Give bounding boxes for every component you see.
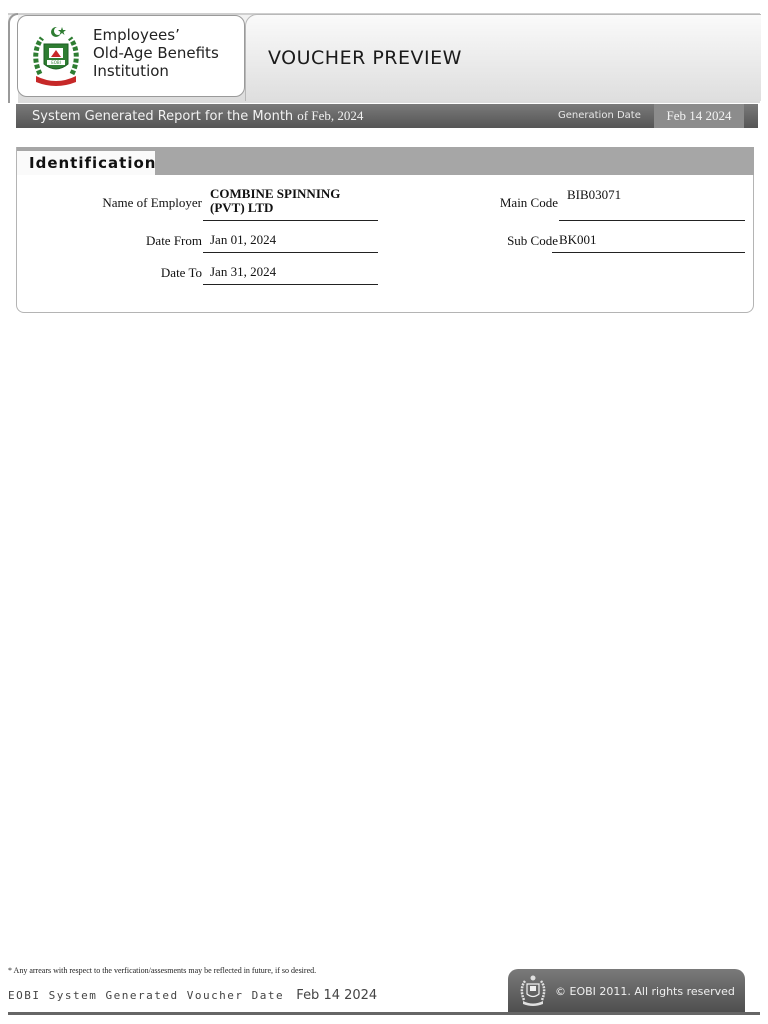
emblem-text: EOBI — [51, 60, 61, 65]
organization-name — [93, 26, 219, 80]
date-from-value: Jan 01, 2024 — [203, 232, 378, 253]
sub-code-label: Sub Code — [507, 233, 558, 248]
identification-panel — [16, 147, 754, 313]
report-text: System Generated Report for the Month — [32, 109, 294, 124]
main-code-label: Main Code — [499, 195, 558, 210]
date-to-label: Date To — [160, 265, 202, 280]
eobi-emblem-icon — [520, 974, 546, 1008]
arrears-note: * Any arrears with respect to the verfication/assesments may be reflected in future, if so desired. — [8, 966, 317, 975]
report-bar — [16, 104, 758, 128]
main-code-value: BIB03071 — [559, 187, 745, 221]
employer-name-label: Name of Employer — [102, 195, 202, 210]
copyright-text: © EOBI 2011. All rights reserved — [555, 985, 735, 998]
footer-bottom-rule — [8, 1012, 760, 1015]
report-description — [32, 108, 363, 124]
logo-panel — [17, 15, 245, 97]
voucher-date-label: EOBI System Generated Voucher Date — [8, 989, 285, 1002]
employer-name-value: COMBINE SPINNING (PVT) LTD — [203, 187, 378, 221]
generation-date-value: Feb 14 2024 — [654, 104, 744, 128]
sub-code-value: BK001 — [552, 232, 745, 253]
date-to-value: Jan 31, 2024 — [203, 264, 378, 285]
generation-date-label: Generation Date — [558, 110, 641, 121]
copyright-box — [508, 969, 745, 1013]
voucher-date-line — [8, 988, 377, 1003]
report-month: of Feb, 2024 — [297, 108, 364, 123]
identification-heading: Identification — [17, 151, 155, 175]
org-name-line-1: Employees’ — [93, 26, 180, 44]
eobi-emblem-icon — [32, 24, 80, 90]
date-from-label: Date From — [146, 233, 202, 248]
org-name-line-3: Institution — [93, 62, 169, 80]
identification-header — [17, 147, 754, 175]
voucher-date-value: Feb 14 2024 — [296, 988, 378, 1003]
page-title: VOUCHER PREVIEW — [268, 47, 462, 69]
org-name-line-2: Old-Age Benefits — [93, 44, 219, 62]
